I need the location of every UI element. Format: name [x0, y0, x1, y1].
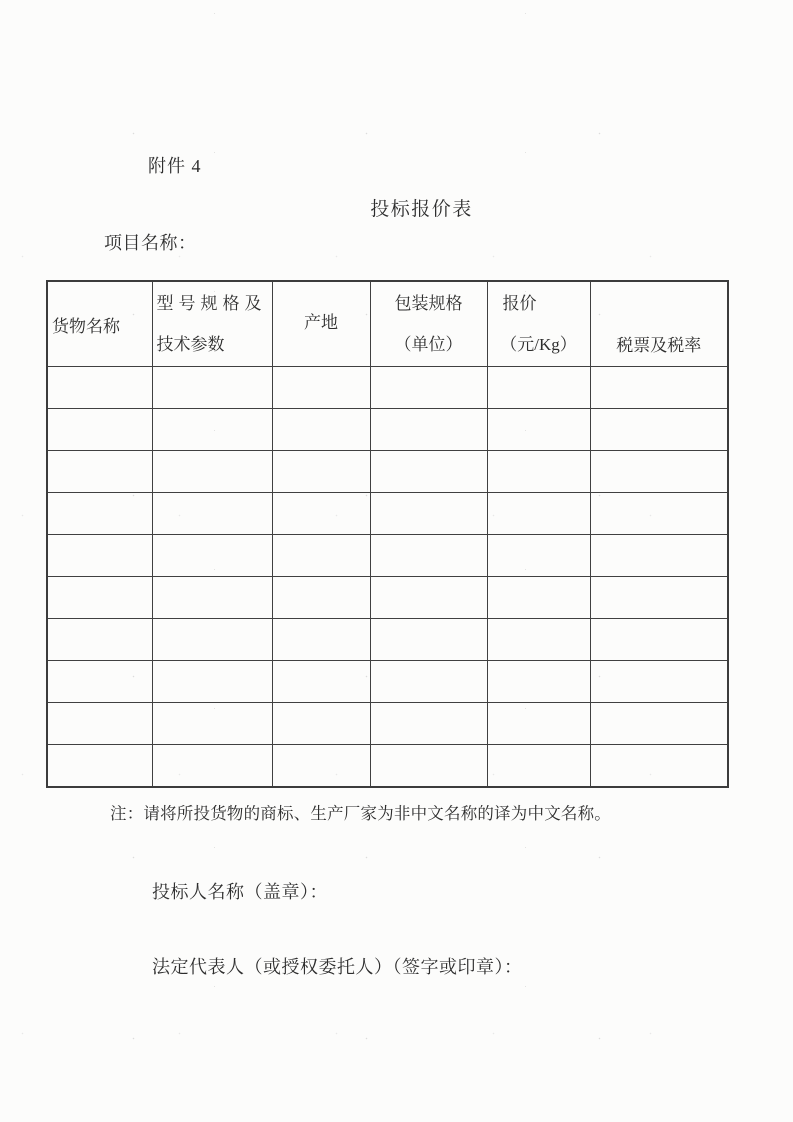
legal-representative-label: 法定代表人（或授权委托人）（签字或印章）： [152, 957, 523, 977]
cell-packaging [370, 745, 487, 787]
table-row-empty [47, 493, 728, 535]
column-header-price [487, 281, 590, 367]
cell-model-spec [152, 619, 272, 661]
cell-price [487, 493, 590, 535]
column-header-label: 报价 [502, 294, 537, 313]
cell-goods-name [47, 451, 152, 493]
cell-tax [590, 493, 728, 535]
cell-tax [590, 619, 728, 661]
column-header-tax [590, 281, 728, 367]
cell-tax [590, 367, 728, 409]
cell-origin [272, 577, 370, 619]
cell-origin [272, 451, 370, 493]
cell-tax [590, 409, 728, 451]
cell-price [487, 703, 590, 745]
cell-origin [272, 409, 370, 451]
cell-origin [272, 535, 370, 577]
table-row-empty [47, 703, 728, 745]
footnote: 注：请将所投货物的商标、生产厂家为非中文名称的译为中文名称。 [110, 804, 611, 823]
attachment-label: 附件 4 [148, 156, 202, 176]
column-header-origin [272, 281, 370, 367]
cell-goods-name [47, 493, 152, 535]
table-header [47, 281, 728, 367]
table-row-empty [47, 367, 728, 409]
column-header-label: 货物名称 [52, 316, 120, 336]
bid-quotation-table [46, 280, 729, 788]
cell-goods-name [47, 661, 152, 703]
cell-price [487, 745, 590, 787]
cell-model-spec [152, 577, 272, 619]
cell-price [487, 451, 590, 493]
cell-model-spec [152, 745, 272, 787]
cell-goods-name [47, 367, 152, 409]
cell-model-spec [152, 451, 272, 493]
table-row-empty [47, 745, 728, 787]
project-name-label: 项目名称： [104, 233, 197, 253]
cell-origin [272, 661, 370, 703]
cell-model-spec [152, 409, 272, 451]
column-header-label: （元/Kg） [500, 335, 577, 354]
cell-goods-name [47, 577, 152, 619]
column-header-label: （单位） [394, 335, 463, 354]
column-header-goods-name [47, 281, 152, 367]
table-row-empty [47, 661, 728, 703]
cell-price [487, 409, 590, 451]
cell-price [487, 577, 590, 619]
cell-model-spec [152, 703, 272, 745]
cell-tax [590, 745, 728, 787]
cell-packaging [370, 409, 487, 451]
cell-packaging [370, 577, 487, 619]
cell-goods-name [47, 703, 152, 745]
cell-origin [272, 367, 370, 409]
cell-goods-name [47, 745, 152, 787]
cell-packaging [370, 535, 487, 577]
cell-goods-name [47, 619, 152, 661]
cell-origin [272, 619, 370, 661]
cell-packaging [370, 493, 487, 535]
cell-packaging [370, 619, 487, 661]
cell-origin [272, 745, 370, 787]
cell-model-spec [152, 661, 272, 703]
cell-packaging [370, 661, 487, 703]
column-header-label: 型号规格及 [156, 294, 267, 313]
cell-model-spec [152, 493, 272, 535]
cell-packaging [370, 451, 487, 493]
page-title: 投标报价表 [370, 199, 473, 220]
cell-model-spec [152, 535, 272, 577]
table-row-empty [47, 535, 728, 577]
cell-price [487, 367, 590, 409]
column-header-model-spec [152, 281, 272, 367]
cell-goods-name [47, 409, 152, 451]
bidder-name-label: 投标人名称（盖章）： [152, 882, 328, 902]
cell-origin [272, 493, 370, 535]
cell-goods-name [47, 535, 152, 577]
cell-tax [590, 661, 728, 703]
table-row-empty [47, 577, 728, 619]
cell-tax [590, 703, 728, 745]
cell-packaging [370, 703, 487, 745]
table-row-empty [47, 619, 728, 661]
column-header-label: 产地 [304, 312, 338, 332]
cell-origin [272, 703, 370, 745]
cell-price [487, 619, 590, 661]
column-header-label: 技术参数 [156, 335, 225, 354]
cell-tax [590, 577, 728, 619]
table-body [47, 367, 728, 787]
table-row-empty [47, 409, 728, 451]
cell-tax [590, 535, 728, 577]
column-header-label: 税票及税率 [616, 336, 702, 355]
cell-price [487, 535, 590, 577]
cell-price [487, 661, 590, 703]
column-header-label: 包装规格 [394, 294, 463, 313]
cell-tax [590, 451, 728, 493]
table-header-row [47, 281, 728, 367]
column-header-packaging [370, 281, 487, 367]
cell-model-spec [152, 367, 272, 409]
table-row-empty [47, 451, 728, 493]
cell-packaging [370, 367, 487, 409]
